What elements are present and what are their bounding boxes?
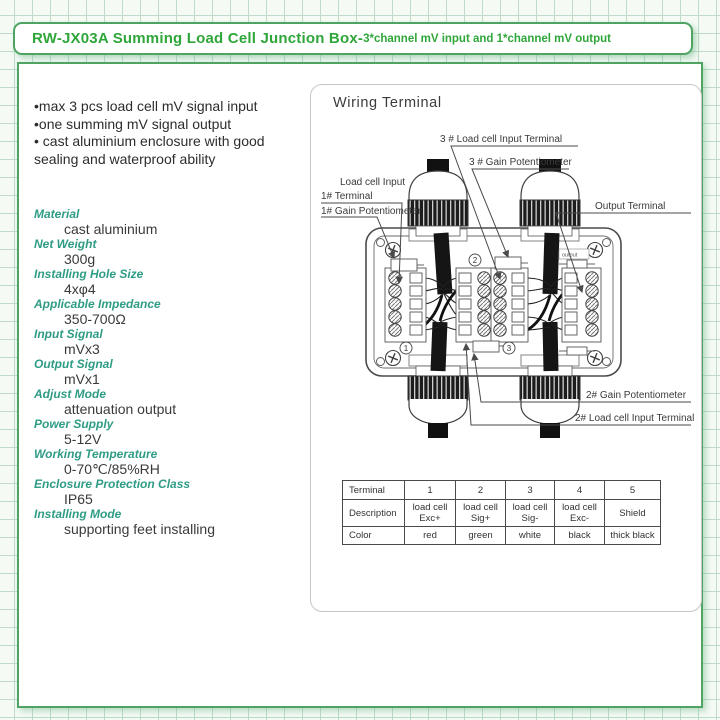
label-2-gain-potentiometer: 2# Gain Potentiometer (586, 390, 687, 401)
label-output-terminal: Output Terminal (595, 201, 666, 212)
spec-value-power-supply: 5-12V (64, 431, 102, 447)
spec-value-protection-class: IP65 (64, 491, 93, 507)
block-number-1 (400, 342, 412, 354)
spec-value-adjust-mode: attenuation output (64, 401, 177, 417)
cable-gland-top-left (408, 159, 468, 236)
terminal-block-1 (385, 268, 426, 342)
spec-value-net-weight: 300g (64, 251, 96, 267)
spec-value-impedance: 350-700Ω (64, 311, 126, 327)
svg-text:3: 3 (506, 344, 512, 353)
terminal-block-3 (491, 268, 528, 342)
terminal-block-2 (456, 268, 493, 342)
output-terminal-small-label: output (562, 252, 578, 259)
feature-list (34, 98, 302, 168)
spec-label-protection-class: Enclosure Protection Class (34, 477, 191, 491)
product-subtitle: 3*channel mV input and 1*channel mV output (363, 32, 611, 45)
label-load-cell-input: Load cell Input (340, 177, 406, 188)
terminal-wiring-table (342, 480, 661, 545)
label-3-gain-potentiometer: 3 # Gain Potentiometer (469, 157, 572, 168)
table-row-color: Color red green white black thick black (343, 527, 661, 545)
spec-value-installing-mode: supporting feet installing (64, 521, 215, 537)
spec-value-material: cast aluminium (64, 221, 158, 237)
wiring-terminal-panel (310, 84, 702, 612)
spec-value-hole-size: 4xφ4 (64, 281, 96, 297)
table-row-description: Description load cell Exc+ load cell Sig+ load cell Sig- load cell Exc- Shield (343, 500, 661, 527)
feature-item: •max 3 pcs load cell mV signal input (34, 98, 258, 114)
diagram-title: Wiring Terminal (333, 95, 442, 111)
feature-item: •one summing mV signal output (34, 115, 232, 132)
svg-text:2: 2 (472, 256, 478, 265)
label-3-load-cell-input-terminal: 3 # Load cell Input Terminal (440, 134, 563, 145)
spec-label-output-signal: Output Signal (34, 357, 113, 371)
spec-value-working-temp: 0-70℃/85%RH (64, 461, 160, 477)
spec-label-working-temp: Working Temperature (34, 447, 158, 461)
table-row-terminal: Terminal 1 2 3 4 5 (343, 481, 661, 500)
spec-label-power-supply: Power Supply (34, 417, 114, 431)
product-model-title: RW-JX03A Summing Load Cell Junction Box- (32, 30, 364, 47)
spec-value-output-signal: mVx1 (64, 371, 100, 387)
feature-item: • cast aluminium enclosure with good sealing and waterproof ability (34, 133, 265, 167)
spec-label-input-signal: Input Signal (34, 327, 103, 341)
spec-value-input-signal: mVx3 (64, 341, 100, 357)
spec-label-impedance: Applicable Impedance (34, 297, 161, 311)
label-1-gain-potentiometer: 1# Gain Potentiometer (321, 206, 422, 217)
label-2-load-cell-input-terminal: 2# Load cell Input Terminal (575, 413, 695, 424)
spec-list (34, 207, 304, 537)
cable-gland-top-right (520, 159, 580, 236)
block-number-3 (503, 342, 515, 354)
spec-label-hole-size: Installing Hole Size (34, 267, 144, 281)
content-panel (17, 62, 703, 708)
svg-text:1: 1 (403, 344, 409, 353)
block-number-2 (469, 254, 481, 266)
spec-label-net-weight: Net Weight (34, 237, 97, 251)
spec-label-installing-mode: Installing Mode (34, 507, 122, 521)
spec-label-material: Material (34, 207, 80, 221)
page-title (13, 22, 693, 55)
cable-gland-bottom-left (408, 366, 468, 438)
label-1-terminal: 1# Terminal (321, 191, 373, 202)
output-terminal-block (562, 268, 601, 342)
spec-label-adjust-mode: Adjust Mode (34, 387, 106, 401)
